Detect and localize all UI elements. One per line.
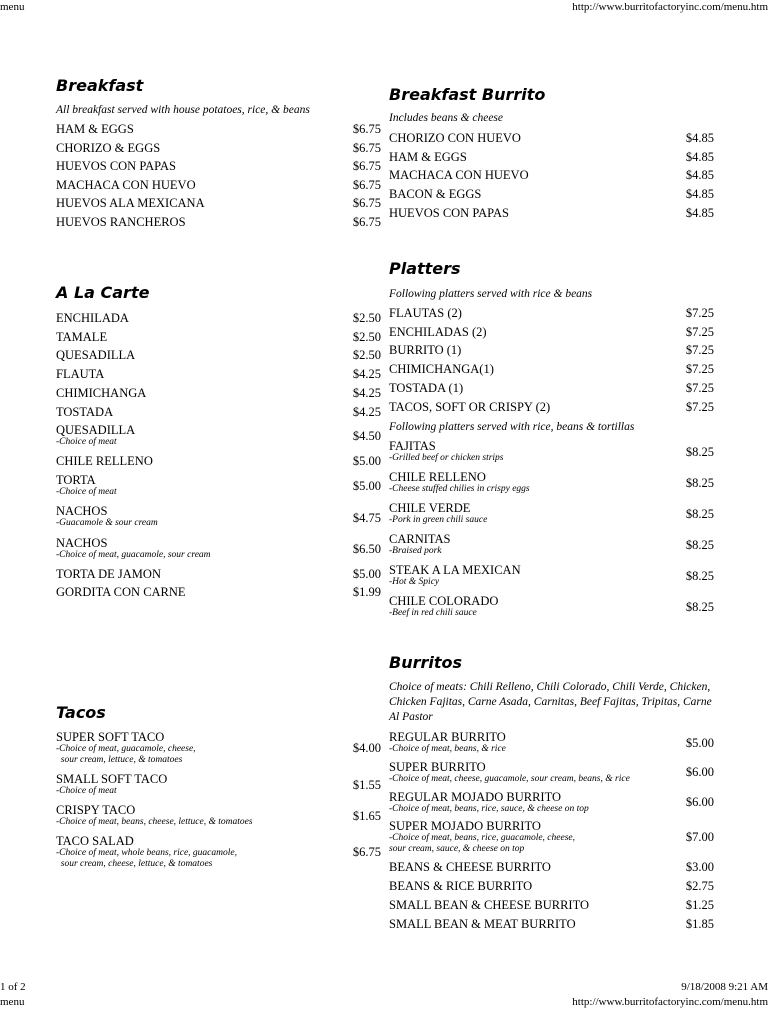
menu-item-price: $7.00: [685, 830, 714, 845]
footer-left: menu: [0, 996, 25, 1008]
platters-title: Platters: [389, 259, 461, 278]
menu-item-name: CHIMICHANGA(1): [389, 362, 494, 377]
menu-item-price: $2.50: [352, 329, 381, 344]
menu-item: [56, 772, 381, 798]
menu-item-name: CHILE VERDE: [389, 501, 471, 515]
menu-item-description: -Braised pork: [389, 546, 442, 556]
menu-item: [389, 206, 714, 221]
menu-item-price: $1.99: [352, 585, 381, 600]
menu-item-description: -Guacamole & sour cream: [56, 518, 158, 529]
menu-item-name: HUEVOS RANCHEROS: [56, 215, 186, 229]
menu-item-name: SMALL BEAN & CHEESE BURRITO: [389, 897, 590, 912]
menu-item-name: REGULAR MOJADO BURRITO: [389, 789, 562, 804]
menu-item-price: $4.25: [352, 404, 381, 419]
menu-item-description: -Pork in green chili sauce: [389, 515, 488, 525]
menu-item-price: $1.65: [352, 808, 381, 823]
platters-note-tortillas: Following platters served with rice, beans & tortillas: [389, 421, 635, 433]
menu-item-description: -Choice of meat, guacamole, sour cream: [56, 549, 211, 560]
menu-item-name: HAM & EGGS: [56, 122, 134, 136]
breakfast-burrito-title: Breakfast Burrito: [389, 85, 546, 104]
menu-item-name: CHORIZO & EGGS: [56, 140, 161, 155]
menu-item-description: -Choice of meat, beans, rice, guacamole, cheese, sour cream, sauce, & cheese on top: [389, 833, 575, 855]
menu-item: [56, 348, 381, 363]
menu-item-name: ENCHILADA: [56, 311, 129, 325]
menu-item-price: $4.85: [685, 168, 714, 183]
burritos-note: Choice of meats: Chili Relleno, Chili Colorado, Chili Verde, Chicken, Chicken Fajitas, Carne Asada, Carnitas, Beef Fajitas, Tripitas, Carne Al Pastor: [389, 681, 712, 723]
header-left: menu: [0, 1, 25, 13]
menu-item-price: $6.75: [352, 177, 381, 192]
menu-item: [389, 131, 714, 146]
menu-item: [56, 803, 381, 829]
menu-item-price: $5.00: [352, 454, 381, 469]
platters-note-rice-beans: Following platters served with rice & beans: [389, 288, 593, 300]
footer-url: http://www.burritofactoryinc.com/menu.htm: [572, 996, 768, 1008]
menu-item-price: $8.25: [685, 537, 714, 552]
menu-item-name: CHIMICHANGA: [56, 385, 147, 400]
menu-item-price: $8.25: [685, 568, 714, 583]
menu-item-name: HUEVOS CON PAPAS: [56, 159, 176, 174]
menu-item-description: -Choice of meat, guacamole, cheese, sour cream, lettuce, & tomatoes: [56, 744, 196, 765]
menu-item: [389, 760, 714, 786]
menu-item-name: SUPER SOFT TACO: [56, 730, 165, 744]
menu-item: [389, 381, 714, 396]
menu-item-description: -Choice of meat, beans, rice, sauce, & cheese on top: [389, 803, 589, 814]
breakfast-burrito-note: Includes beans & cheese: [389, 112, 504, 124]
menu-item: [389, 325, 714, 340]
menu-item: [389, 168, 714, 183]
menu-item-price: $6.50: [352, 541, 381, 556]
menu-item: [56, 330, 381, 345]
menu-item-name: HAM & EGGS: [389, 149, 467, 164]
menu-item: [389, 819, 714, 856]
menu-item: [389, 860, 714, 875]
menu-item-name: TACO SALAD: [56, 834, 134, 848]
menu-item: [56, 141, 381, 156]
menu-item-price: $8.25: [685, 506, 714, 521]
print-datetime: 9/18/2008 9:21 AM: [681, 981, 768, 993]
menu-item-name: CHORIZO CON HUEVO: [389, 131, 521, 145]
menu-item-price: $2.50: [352, 311, 381, 325]
menu-item-price: $6.75: [352, 845, 381, 859]
menu-item-price: $4.25: [352, 367, 381, 382]
menu-item-price: $2.75: [685, 879, 714, 893]
menu-item-price: $8.25: [685, 475, 714, 490]
menu-item: [389, 594, 714, 620]
menu-item: [56, 730, 381, 767]
menu-item-price: $5.00: [352, 479, 381, 494]
menu-item-name: REGULAR BURRITO: [389, 730, 506, 744]
menu-item-price: $6.75: [352, 159, 381, 174]
menu-item-price: $4.85: [685, 131, 714, 145]
menu-item-price: $8.25: [685, 444, 714, 459]
menu-item-name: STEAK A LA MEXICAN: [389, 563, 521, 577]
menu-item: [389, 563, 714, 589]
menu-item-description: -Choice of meat, beans, & rice: [389, 744, 506, 754]
menu-item: [56, 122, 381, 137]
menu-item: [389, 879, 714, 894]
tacos-title: Tacos: [56, 703, 106, 722]
menu-item: [56, 405, 381, 420]
menu-item: [56, 311, 381, 326]
menu-item-price: $6.75: [352, 215, 381, 229]
menu-item-name: TORTA: [56, 473, 96, 488]
menu-item-name: BEANS & RICE BURRITO: [389, 879, 533, 893]
menu-item-price: $4.00: [352, 741, 381, 755]
menu-item: [389, 501, 714, 527]
header-url: http://www.burritofactoryinc.com/menu.htm: [572, 1, 768, 13]
menu-item-name: CHILE COLORADO: [389, 594, 499, 608]
menu-item-price: $6.75: [352, 196, 381, 211]
menu-item-description: -Grilled beef or chicken strips: [389, 453, 504, 463]
menu-item-price: $2.50: [352, 348, 381, 363]
menu-item-description: -Hot & Spicy: [389, 577, 440, 587]
menu-item-price: $1.85: [685, 916, 714, 931]
menu-item: [389, 400, 714, 415]
menu-item-price: $5.00: [685, 735, 714, 750]
menu-item-name: MACHACA CON HUEVO: [389, 168, 529, 183]
menu-item: [389, 790, 714, 816]
menu-item-price: $4.75: [352, 510, 381, 525]
menu-item-description: -Choice of meat, whole beans, rice, guacamole, sour cream, cheese, lettuce, & tomatoes: [56, 848, 237, 869]
breakfast-title: Breakfast: [56, 76, 144, 95]
menu-item: [389, 362, 714, 377]
menu-item-name: TACOS, SOFT OR CRISPY (2): [389, 399, 551, 414]
menu-item: [389, 917, 714, 932]
menu-item: [389, 470, 714, 496]
menu-item-name: BEANS & CHEESE BURRITO: [389, 860, 551, 875]
menu-item-price: $6.00: [685, 795, 714, 810]
menu-item-price: $1.25: [685, 897, 714, 912]
menu-item: [389, 150, 714, 165]
menu-item-name: FAJITAS: [389, 439, 436, 453]
menu-item: [56, 504, 381, 532]
menu-item-description: -Choice of meat, cheese, guacamole, sour cream, beans, & rice: [389, 773, 630, 784]
menu-item-name: HUEVOS CON PAPAS: [389, 205, 509, 220]
menu-item-price: $7.25: [685, 343, 714, 358]
menu-item-name: CRISPY TACO: [56, 803, 136, 817]
menu-item-name: MACHACA CON HUEVO: [56, 177, 196, 192]
breakfast-note: All breakfast served with house potatoes, rice, & beans: [56, 104, 310, 116]
menu-item: [389, 439, 714, 465]
menu-item-name: TORTA DE JAMON: [56, 566, 161, 581]
menu-item-name: TOSTADA: [56, 404, 114, 419]
menu-item-price: $1.55: [352, 777, 381, 792]
left-column: [56, 0, 381, 1024]
menu-item: [56, 536, 381, 564]
menu-item: [389, 730, 714, 756]
menu-item: [56, 367, 381, 382]
menu-item-name: TOSTADA (1): [389, 380, 464, 395]
menu-item-name: BURRITO (1): [389, 343, 462, 358]
menu-item-name: QUESADILLA: [56, 423, 136, 438]
menu-item-name: CARNITAS: [389, 532, 451, 546]
menu-item-price: $6.75: [352, 122, 381, 136]
menu-item: [56, 567, 381, 582]
right-column: [389, 0, 714, 1024]
menu-item-description: -Beef in red chili sauce: [389, 608, 477, 618]
menu-item-price: $6.00: [685, 765, 714, 780]
menu-item-price: $4.25: [352, 385, 381, 400]
menu-item-price: $3.00: [685, 860, 714, 875]
menu-item-name: CHILE RELLENO: [389, 470, 486, 484]
menu-item-name: BACON & EGGS: [389, 187, 482, 202]
menu-item-name: CHILE RELLENO: [56, 454, 153, 469]
menu-item-name: FLAUTA: [56, 367, 105, 382]
menu-item: [389, 343, 714, 358]
menu-item-name: NACHOS: [56, 504, 108, 519]
page-number: 1 of 2: [0, 981, 26, 993]
menu-item-name: FLAUTAS (2): [389, 306, 462, 320]
menu-item: [56, 196, 381, 211]
menu-item-name: QUESADILLA: [56, 348, 136, 363]
menu-item: [56, 159, 381, 174]
alacarte-title: A La Carte: [56, 283, 150, 302]
menu-item-name: TAMALE: [56, 329, 108, 344]
menu-item-price: $7.25: [685, 324, 714, 339]
menu-item: [56, 585, 381, 600]
menu-item-price: $4.50: [352, 429, 381, 444]
menu-item: [56, 423, 381, 451]
menu-item-price: $5.00: [352, 566, 381, 581]
menu-item: [56, 178, 381, 193]
menu-item-description: -Cheese stuffed chilies in crispy eggs: [389, 484, 530, 494]
menu-item: [56, 834, 381, 871]
menu-item-name: ENCHILADAS (2): [389, 324, 487, 339]
menu-item-name: HUEVOS ALA MEXICANA: [56, 196, 205, 211]
burritos-title: Burritos: [389, 653, 463, 672]
menu-item-price: $7.25: [685, 362, 714, 377]
menu-item-name: NACHOS: [56, 535, 108, 550]
menu-item: [389, 898, 714, 913]
menu-item-price: $6.75: [352, 140, 381, 155]
menu-item-name: SMALL SOFT TACO: [56, 772, 168, 786]
menu-item: [389, 306, 714, 321]
menu-item: [56, 454, 381, 469]
menu-item-description: -Choice of meat, beans, cheese, lettuce, & tomatoes: [56, 817, 253, 827]
menu-item-price: $8.25: [685, 599, 714, 614]
menu-item-price: $7.25: [685, 306, 714, 320]
menu-item-price: $7.25: [685, 380, 714, 395]
menu-item-name: SUPER BURRITO: [389, 759, 486, 774]
menu-item-name: GORDITA CON CARNE: [56, 585, 186, 600]
menu-item: [389, 532, 714, 558]
menu-item-description: -Choice of meat: [56, 487, 117, 498]
menu-item-name: SMALL BEAN & MEAT BURRITO: [389, 916, 576, 931]
menu-item-price: $4.85: [685, 187, 714, 202]
menu-item: [389, 187, 714, 202]
menu-item-description: -Choice of meat: [56, 437, 117, 448]
menu-item-price: $7.25: [685, 399, 714, 414]
menu-item-price: $4.85: [685, 149, 714, 164]
menu-item-price: $4.85: [685, 205, 714, 220]
menu-item-description: -Choice of meat: [56, 786, 117, 796]
menu-item: [56, 386, 381, 401]
menu-item: [56, 473, 381, 501]
menu-item: [56, 215, 381, 230]
menu-item-name: SUPER MOJADO BURRITO: [389, 819, 541, 834]
